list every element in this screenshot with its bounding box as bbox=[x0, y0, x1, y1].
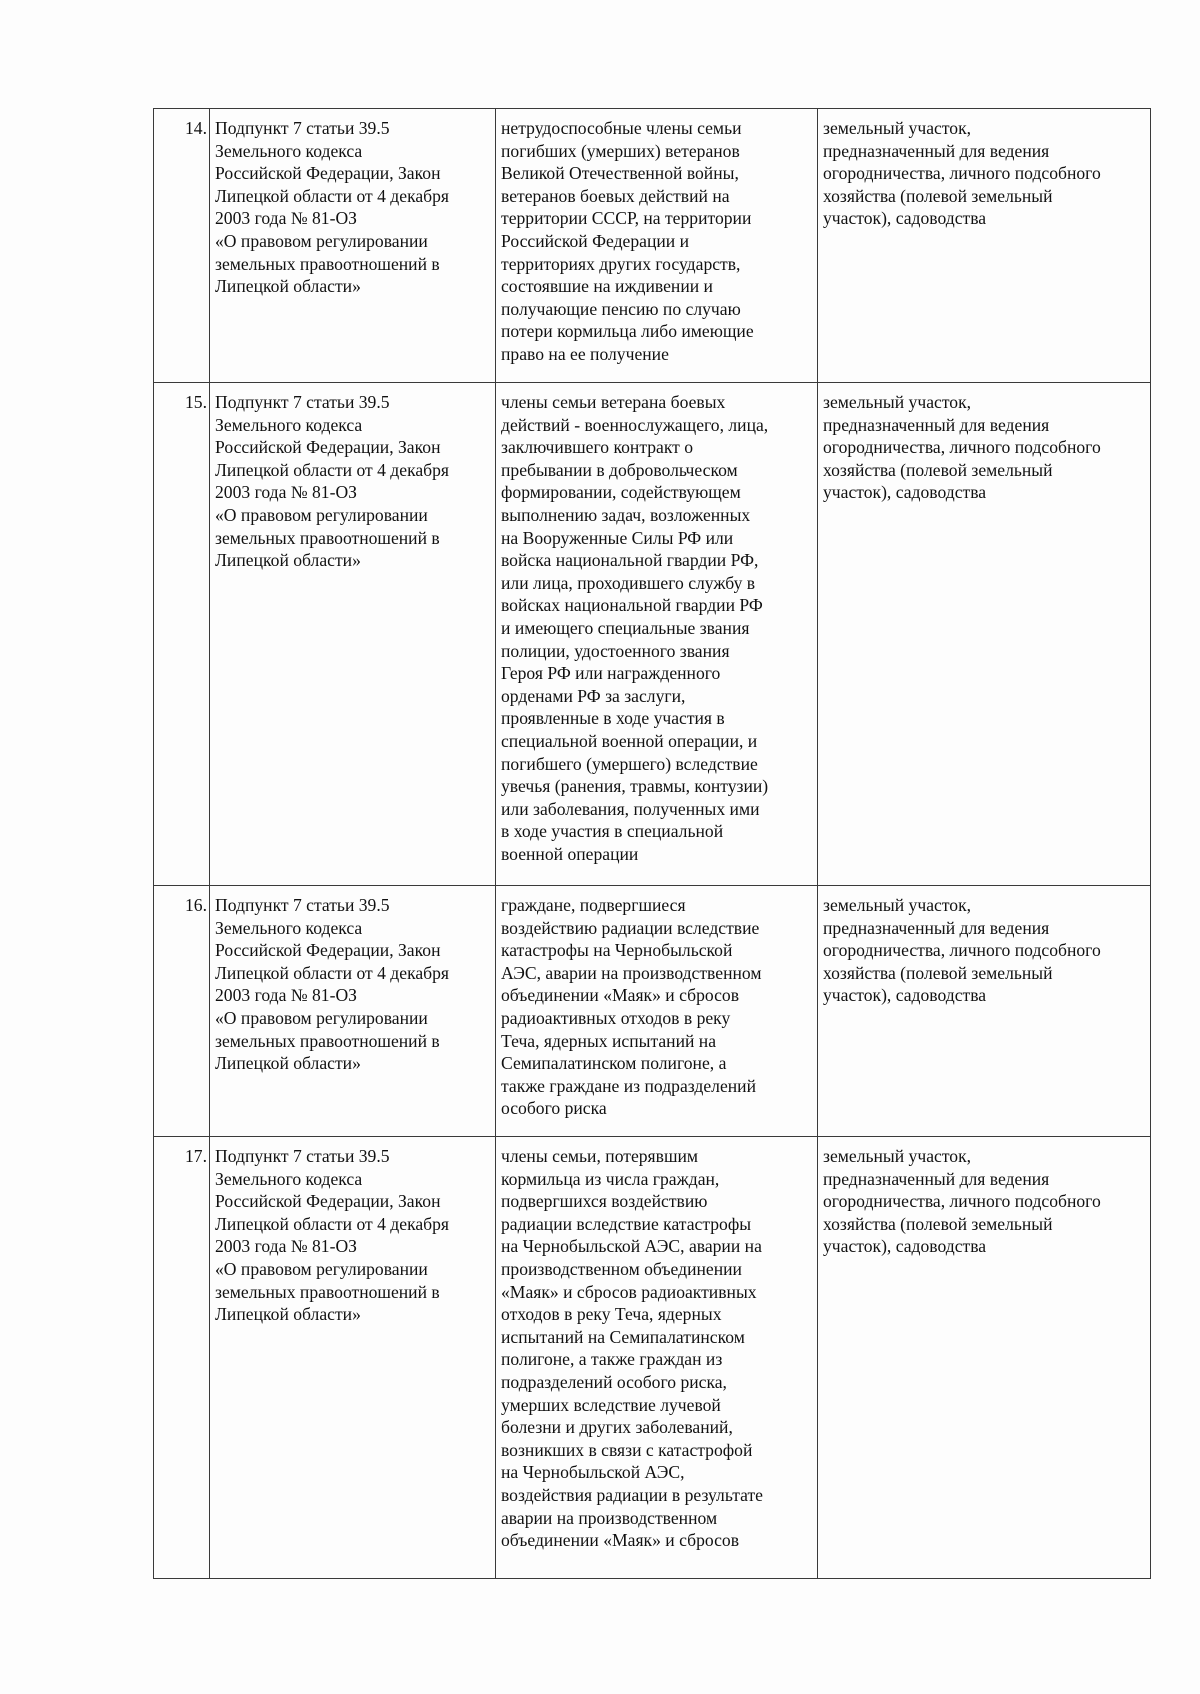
legal-basis-cell: Подпункт 7 статьи 39.5 Земельного кодекса Российской Федерации, Закон Липецкой области от 4 декабря 2003 года № 81-ОЗ «О правовом регулировании земельных правоотношений в Липецкой области» bbox=[210, 383, 496, 886]
row-number-cell: 16. bbox=[154, 886, 210, 1137]
citizen-category-cell: нетрудоспособные члены семьи погибших (умерших) ветеранов Великой Отечественной войны, ветеранов боевых действий на территории СССР, на территории Российской Федерации и территориях других государств, состоявшие на иждивении и получающие пенсию по случаю потери кормильца либо имеющие право на ее получение bbox=[496, 109, 818, 383]
citizen-category-cell: граждане, подвергшиеся воздействию радиации вследствие катастрофы на Чернобыльской АЭС, аварии на производственном объединении «Маяк» и сбросов радиоактивных отходов в реку Теча, ядерных испытаний на Семипалатинском полигоне, а также граждане из подразделений особого риска bbox=[496, 886, 818, 1137]
row-number-cell: 14. bbox=[154, 109, 210, 383]
land-type-cell: земельный участок, предназначенный для ведения огородничества, личного подсобного хозяйства (полевой земельный участок), садоводства bbox=[818, 1137, 1151, 1579]
table-row bbox=[154, 1137, 1151, 1579]
citizen-category-cell: члены семьи, потерявшим кормильца из числа граждан, подвергшихся воздействию радиации вследствие катастрофы на Чернобыльской АЭС, аварии на производственном объединении «Маяк» и сбросов радиоактивных отходов в реку Теча, ядерных испытаний на Семипалатинском полигоне, а также граждан из подразделений особого риска, умерших вследствие лучевой болезни и других заболеваний, возникших в связи с катастрофой на Чернобыльской АЭС, воздействия радиации в результате аварии на производственном объединении «Маяк» и сбросов bbox=[496, 1137, 818, 1579]
row-number-cell: 17. bbox=[154, 1137, 210, 1579]
table-row bbox=[154, 886, 1151, 1137]
land-type-cell: земельный участок, предназначенный для ведения огородничества, личного подсобного хозяйства (полевой земельный участок), садоводства bbox=[818, 383, 1151, 886]
legal-basis-cell: Подпункт 7 статьи 39.5 Земельного кодекса Российской Федерации, Закон Липецкой области от 4 декабря 2003 года № 81-ОЗ «О правовом регулировании земельных правоотношений в Липецкой области» bbox=[210, 1137, 496, 1579]
citizen-category-cell: члены семьи ветерана боевых действий - военнослужащего, лица, заключившего контракт о пребывании в добровольческом формировании, содействующем выполнению задач, возложенных на Вооруженные Силы РФ или войска национальной гвардии РФ, или лица, проходившего службу в войсках национальной гвардии РФ и имеющего специальные звания полиции, удостоенного звания Героя РФ или награжденного орденами РФ за заслуги, проявленные в ходе участия в специальной военной операции, и погибшего (умершего) вследствие увечья (ранения, травмы, контузии) или заболевания, полученных ими в ходе участия в специальной военной операции bbox=[496, 383, 818, 886]
land-type-cell: земельный участок, предназначенный для ведения огородничества, личного подсобного хозяйства (полевой земельный участок), садоводства bbox=[818, 886, 1151, 1137]
land-allocation-table bbox=[153, 108, 1151, 1579]
table-row bbox=[154, 383, 1151, 886]
row-number-cell: 15. bbox=[154, 383, 210, 886]
legal-basis-cell: Подпункт 7 статьи 39.5 Земельного кодекса Российской Федерации, Закон Липецкой области от 4 декабря 2003 года № 81-ОЗ «О правовом регулировании земельных правоотношений в Липецкой области» bbox=[210, 886, 496, 1137]
land-type-cell: земельный участок, предназначенный для ведения огородничества, личного подсобного хозяйства (полевой земельный участок), садоводства bbox=[818, 109, 1151, 383]
table-row bbox=[154, 109, 1151, 383]
legal-basis-cell: Подпункт 7 статьи 39.5 Земельного кодекса Российской Федерации, Закон Липецкой области от 4 декабря 2003 года № 81-ОЗ «О правовом регулировании земельных правоотношений в Липецкой области» bbox=[210, 109, 496, 383]
